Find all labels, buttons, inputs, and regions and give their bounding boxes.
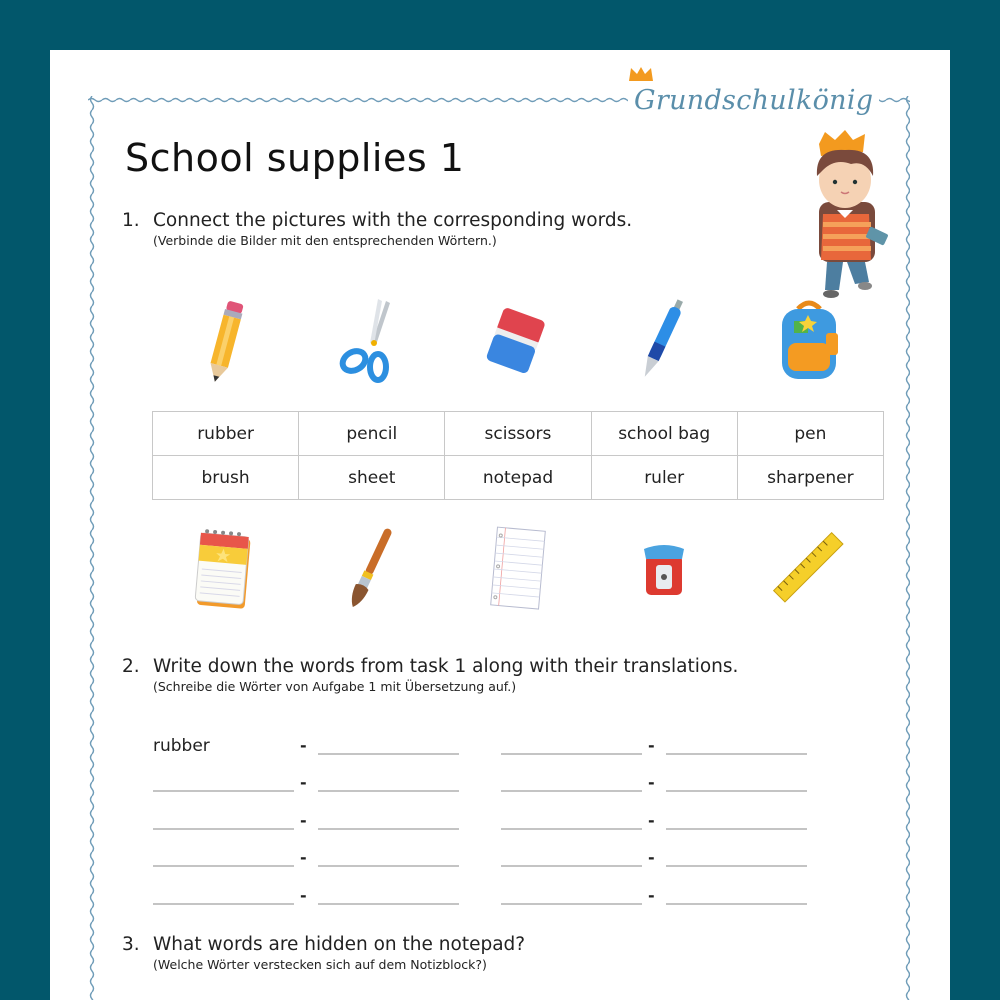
task-2 bbox=[122, 656, 738, 694]
pencil-icon[interactable] bbox=[152, 290, 298, 390]
separator-dash: - bbox=[300, 885, 307, 905]
pen-icon[interactable] bbox=[590, 290, 736, 390]
answer-row bbox=[153, 800, 813, 838]
word-cell[interactable]: brush bbox=[153, 456, 299, 500]
task-translation: (Schreibe die Wörter von Aufgabe 1 mit Übersetzung auf.) bbox=[153, 679, 517, 694]
separator-dash: - bbox=[300, 810, 307, 830]
task-translation: (Verbinde die Bilder mit den entsprechenden Wörtern.) bbox=[153, 233, 497, 248]
answer-row bbox=[153, 875, 813, 913]
paper-sheet-icon[interactable] bbox=[444, 518, 590, 618]
answer-blank[interactable] bbox=[666, 903, 807, 905]
separator-dash: - bbox=[648, 735, 655, 755]
answer-blank[interactable] bbox=[501, 903, 642, 905]
answer-blank[interactable] bbox=[318, 828, 459, 830]
task-instruction: Write down the words from task 1 along with their translations. bbox=[153, 656, 739, 677]
word-cell[interactable]: scissors bbox=[445, 412, 591, 456]
task-instruction: Connect the pictures with the corresponding words. bbox=[153, 210, 633, 231]
answer-blank[interactable] bbox=[153, 790, 294, 792]
task-1 bbox=[122, 210, 632, 248]
answer-row bbox=[153, 725, 813, 763]
table-row bbox=[153, 412, 884, 456]
answer-blank[interactable] bbox=[318, 903, 459, 905]
task-instruction: What words are hidden on the notepad? bbox=[153, 934, 526, 955]
word-cell[interactable]: rubber bbox=[153, 412, 299, 456]
answer-blank[interactable] bbox=[666, 753, 807, 755]
prefilled-word: rubber bbox=[153, 735, 210, 756]
separator-dash: - bbox=[300, 773, 307, 792]
answer-row bbox=[153, 763, 813, 801]
picture-row-bottom bbox=[152, 518, 882, 618]
page-title: School supplies 1 bbox=[125, 136, 465, 180]
task-number: 3. bbox=[122, 934, 140, 955]
crown-icon bbox=[628, 66, 654, 82]
answer-blank[interactable] bbox=[153, 865, 294, 867]
table-row bbox=[153, 456, 884, 500]
worksheet-page bbox=[50, 50, 950, 1000]
word-cell[interactable]: school bag bbox=[591, 412, 737, 456]
answer-blank[interactable] bbox=[501, 865, 642, 867]
answer-blank[interactable] bbox=[318, 865, 459, 867]
answer-blank[interactable] bbox=[501, 790, 642, 792]
task-translation: (Welche Wörter verstecken sich auf dem Notizblock?) bbox=[153, 957, 487, 972]
answer-blank[interactable] bbox=[501, 828, 642, 830]
task-number: 1. bbox=[122, 210, 140, 231]
separator-dash: - bbox=[300, 848, 307, 867]
answer-blank[interactable] bbox=[666, 865, 807, 867]
picture-row-top bbox=[152, 290, 882, 390]
paintbrush-icon[interactable] bbox=[298, 518, 444, 618]
separator-dash: - bbox=[648, 848, 655, 867]
translation-answer-grid bbox=[153, 725, 813, 913]
notepad-icon[interactable] bbox=[152, 518, 298, 618]
separator-dash: - bbox=[648, 885, 655, 905]
word-table bbox=[152, 411, 884, 500]
answer-blank[interactable] bbox=[318, 790, 459, 792]
scissors-icon[interactable] bbox=[298, 290, 444, 390]
ruler-icon[interactable] bbox=[736, 518, 882, 618]
separator-dash: - bbox=[300, 735, 307, 755]
task-3 bbox=[122, 934, 525, 972]
separator-dash: - bbox=[648, 810, 655, 830]
task-number: 2. bbox=[122, 656, 140, 677]
answer-blank[interactable] bbox=[666, 828, 807, 830]
boy-mascot-illustration bbox=[785, 130, 905, 310]
answer-blank[interactable] bbox=[501, 753, 642, 755]
word-cell[interactable]: sheet bbox=[299, 456, 445, 500]
sharpener-icon[interactable] bbox=[590, 518, 736, 618]
answer-blank[interactable] bbox=[153, 828, 294, 830]
word-cell[interactable]: pencil bbox=[299, 412, 445, 456]
answer-blank[interactable] bbox=[666, 790, 807, 792]
answer-blank[interactable] bbox=[153, 903, 294, 905]
answer-blank[interactable] bbox=[318, 753, 459, 755]
word-cell[interactable]: notepad bbox=[445, 456, 591, 500]
word-cell[interactable]: sharpener bbox=[737, 456, 883, 500]
brand-name: Grundschulkönig bbox=[634, 84, 874, 116]
backpack-icon[interactable] bbox=[736, 290, 882, 390]
eraser-icon[interactable] bbox=[444, 290, 590, 390]
brand-logo bbox=[628, 80, 879, 120]
answer-row bbox=[153, 838, 813, 876]
separator-dash: - bbox=[648, 773, 655, 792]
word-cell[interactable]: ruler bbox=[591, 456, 737, 500]
word-cell[interactable]: pen bbox=[737, 412, 883, 456]
